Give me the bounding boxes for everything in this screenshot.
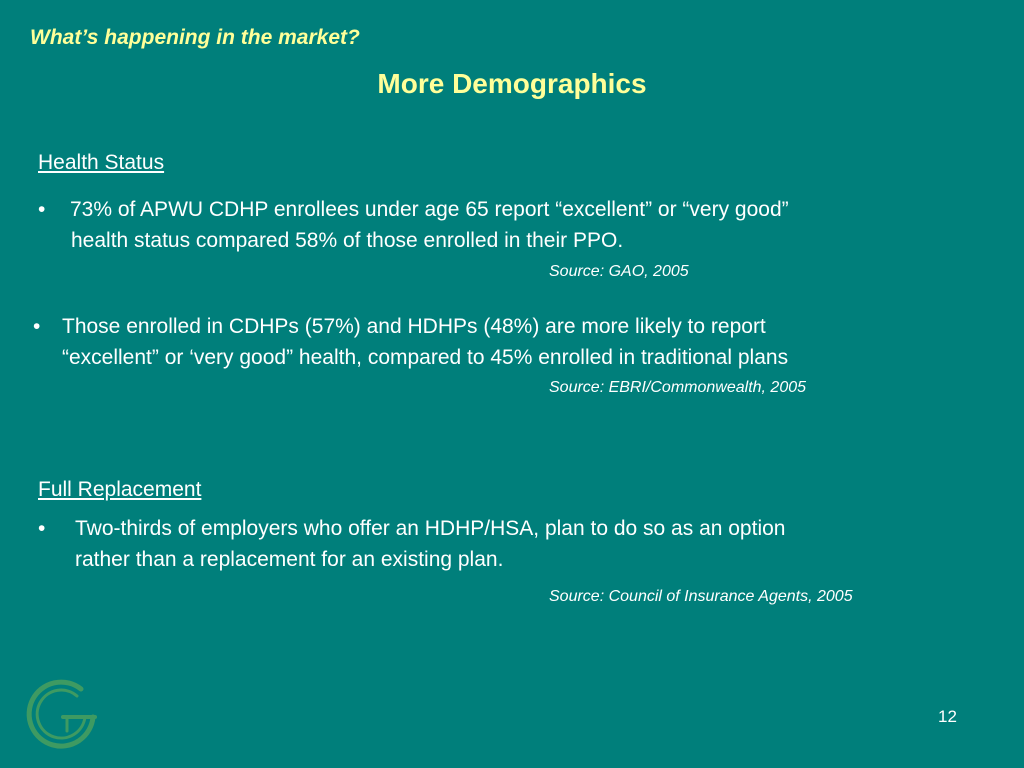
source-citation: Source: GAO, 2005	[549, 263, 689, 280]
bullet-text-line: Those enrolled in CDHPs (57%) and HDHPs (48%) are more likely to report	[62, 315, 766, 338]
slide-kicker: What’s happening in the market?	[30, 26, 360, 49]
source-citation: Source: EBRI/Commonwealth, 2005	[549, 379, 807, 396]
section-heading-health-status: Health Status	[38, 151, 165, 174]
section-heading-full-replacement: Full Replacement	[38, 478, 202, 501]
bullet-marker: •	[38, 198, 46, 221]
bullet-item	[33, 311, 983, 373]
page-number: 12	[938, 707, 957, 726]
source-citation: Source: Council of Insurance Agents, 2005	[549, 588, 853, 605]
bullet-item	[38, 194, 978, 256]
bullet-marker: •	[38, 517, 46, 540]
bullet-marker: •	[33, 315, 41, 338]
g-logo-icon	[23, 673, 103, 753]
bullet-text-line: “excellent” or ‘very good” health, compared to 45% enrolled in traditional plans	[62, 346, 789, 369]
bullet-item	[38, 513, 978, 575]
bullet-text-line: health status compared 58% of those enrolled in their PPO.	[71, 229, 624, 252]
bullet-text-line: rather than a replacement for an existing plan.	[75, 548, 504, 571]
bullet-text-line: 73% of APWU CDHP enrollees under age 65 report “excellent” or “very good”	[70, 198, 789, 221]
bullet-text-line: Two-thirds of employers who offer an HDHP/HSA, plan to do so as an option	[75, 517, 786, 540]
slide-title: More Demographics	[377, 68, 647, 99]
